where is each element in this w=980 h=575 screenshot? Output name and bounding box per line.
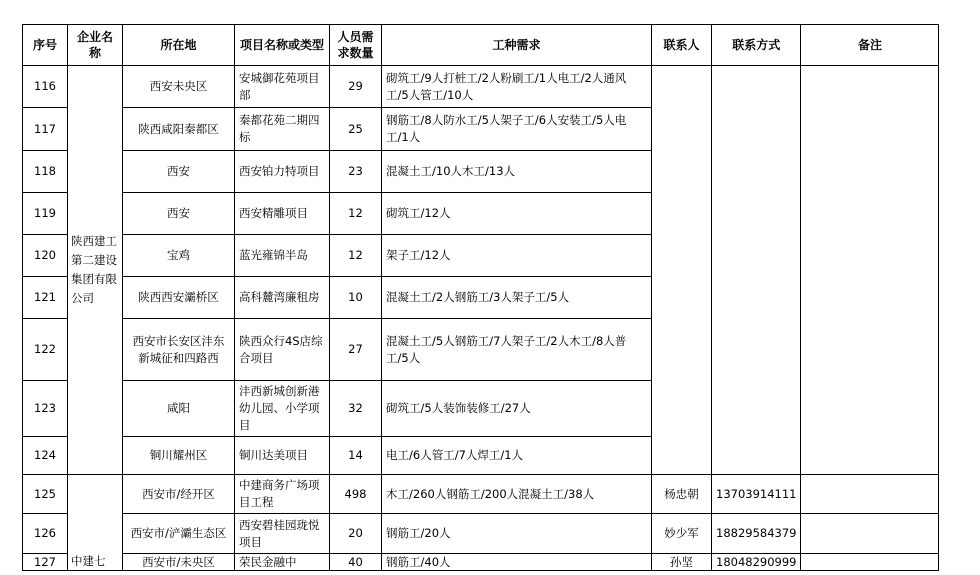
row-contact: 妙少军: [652, 514, 712, 554]
row-seq: 117: [23, 108, 68, 151]
row-count: 32: [330, 381, 382, 437]
row-trades: 混凝土工/10人木工/13人: [382, 151, 652, 193]
row-location: 西安: [123, 193, 235, 235]
row-phone: 18048290999: [712, 554, 801, 571]
row-trades: 钢筋工/40人: [382, 554, 652, 571]
row-trades: 架子工/12人: [382, 235, 652, 277]
header-phone: 联系方式: [712, 25, 801, 66]
row-seq: 126: [23, 514, 68, 554]
row-project: 西安碧桂园珑悦项目: [235, 514, 330, 554]
header-seq: 序号: [23, 25, 68, 66]
row-seq: 122: [23, 319, 68, 381]
header-remark: 备注: [801, 25, 939, 66]
row-project: 中建商务广场项目工程: [235, 475, 330, 514]
job-demand-table-wrapper: [22, 24, 939, 571]
company-cell: 中建七: [68, 475, 123, 571]
row-project: 安城御花苑项目部: [235, 66, 330, 108]
row-project: 西安铂力特项目: [235, 151, 330, 193]
row-project: 铜川达美项目: [235, 437, 330, 475]
row-count: 25: [330, 108, 382, 151]
row-count: 12: [330, 193, 382, 235]
row-seq: 123: [23, 381, 68, 437]
row-location: 西安市长安区沣东新城征和四路西: [123, 319, 235, 381]
row-seq: 121: [23, 277, 68, 319]
row-trades: 砌筑工/5人装饰装修工/27人: [382, 381, 652, 437]
row-seq: 119: [23, 193, 68, 235]
row-location: 铜川耀州区: [123, 437, 235, 475]
table-row: [23, 66, 939, 108]
row-location: 西安未央区: [123, 66, 235, 108]
row-remark: [801, 66, 939, 475]
row-seq: 124: [23, 437, 68, 475]
row-count: 14: [330, 437, 382, 475]
header-company: 企业名称: [68, 25, 123, 66]
row-seq: 118: [23, 151, 68, 193]
row-project: 秦都花苑二期四标: [235, 108, 330, 151]
company-cell: 陕西建工第二建设集团有限公司: [68, 66, 123, 475]
row-count: 498: [330, 475, 382, 514]
row-trades: 钢筋工/20人: [382, 514, 652, 554]
row-trades: 混凝土工/2人钢筋工/3人架子工/5人: [382, 277, 652, 319]
header-count: 人员需求数量: [330, 25, 382, 66]
row-count: 10: [330, 277, 382, 319]
table-row: [23, 554, 939, 571]
row-count: 12: [330, 235, 382, 277]
row-project: 荣民金融中: [235, 554, 330, 571]
header-contact: 联系人: [652, 25, 712, 66]
row-trades: 砌筑工/12人: [382, 193, 652, 235]
row-trades: 电工/6人管工/7人焊工/1人: [382, 437, 652, 475]
table-row: [23, 475, 939, 514]
job-demand-table: [22, 24, 939, 571]
row-count: 23: [330, 151, 382, 193]
row-project: 西安精雕项目: [235, 193, 330, 235]
row-location: 西安市/浐灞生态区: [123, 514, 235, 554]
header-trades: 工种需求: [382, 25, 652, 66]
row-phone: 18829584379: [712, 514, 801, 554]
row-project: 高科麓湾廉租房: [235, 277, 330, 319]
row-count: 40: [330, 554, 382, 571]
header-row: [23, 25, 939, 66]
row-trades: 砌筑工/9人打桩工/2人粉刷工/1人电工/2人通风工/5人管工/10人: [382, 66, 652, 108]
row-phone: 13703914111: [712, 475, 801, 514]
row-trades: 钢筋工/8人防水工/5人架子工/6人安装工/5人电工/1人: [382, 108, 652, 151]
row-project: 陕西众行4S店综合项目: [235, 319, 330, 381]
row-location: 西安市/未央区: [123, 554, 235, 571]
row-contact: 孙坚: [652, 554, 712, 571]
row-location: 西安市/经开区: [123, 475, 235, 514]
row-location: 宝鸡: [123, 235, 235, 277]
row-remark: [801, 475, 939, 514]
row-location: 陕西咸阳秦都区: [123, 108, 235, 151]
row-trades: 木工/260人钢筋工/200人混凝土工/38人: [382, 475, 652, 514]
row-count: 29: [330, 66, 382, 108]
row-contact: 杨忠朝: [652, 475, 712, 514]
row-location: 陕西西安灞桥区: [123, 277, 235, 319]
table-row: [23, 514, 939, 554]
row-seq: 125: [23, 475, 68, 514]
row-remark: [801, 554, 939, 571]
row-project: 沣西新城创新港幼儿园、小学项目: [235, 381, 330, 437]
row-seq: 127: [23, 554, 68, 571]
header-location: 所在地: [123, 25, 235, 66]
row-count: 20: [330, 514, 382, 554]
row-trades: 混凝土工/5人钢筋工/7人架子工/2人木工/8人普工/5人: [382, 319, 652, 381]
row-phone: [712, 66, 801, 475]
row-location: 西安: [123, 151, 235, 193]
row-location: 咸阳: [123, 381, 235, 437]
row-seq: 116: [23, 66, 68, 108]
row-remark: [801, 514, 939, 554]
row-seq: 120: [23, 235, 68, 277]
header-project: 项目名称或类型: [235, 25, 330, 66]
row-project: 蓝光雍锦半岛: [235, 235, 330, 277]
row-count: 27: [330, 319, 382, 381]
row-contact: [652, 66, 712, 475]
